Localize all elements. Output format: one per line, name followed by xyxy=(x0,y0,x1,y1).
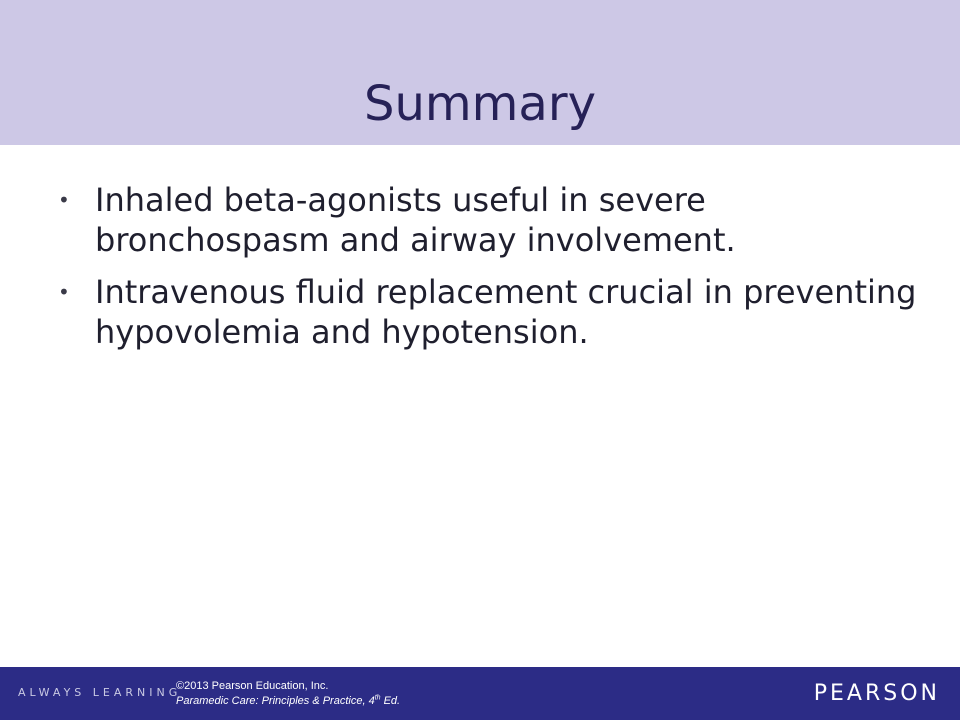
footer-bar xyxy=(0,667,960,720)
footer-book-title xyxy=(176,695,400,708)
slide-title: Summary xyxy=(364,76,596,133)
footer-book-edition-sup: th xyxy=(374,694,381,702)
bullet-item xyxy=(58,180,918,260)
bullet-text: Intravenous fluid replacement crucial in preventing hypovolemia and hypotension. xyxy=(95,273,917,351)
footer-tagline: ALWAYS LEARNING xyxy=(18,686,182,699)
bullet-list xyxy=(58,180,918,364)
footer-copyright: ©2013 Pearson Education, Inc. xyxy=(176,680,329,692)
footer-book-title-text: Paramedic Care: Principles & Practice, 4 xyxy=(176,695,375,707)
bullet-icon: • xyxy=(58,188,70,212)
bullet-text: Inhaled beta-agonists useful in severe bronchospasm and airway involvement. xyxy=(95,181,736,259)
bullet-icon: • xyxy=(58,280,70,304)
bullet-item xyxy=(58,272,918,352)
pearson-logo: PEARSON xyxy=(813,681,940,706)
footer-book-edition-suffix: Ed. xyxy=(380,695,401,707)
